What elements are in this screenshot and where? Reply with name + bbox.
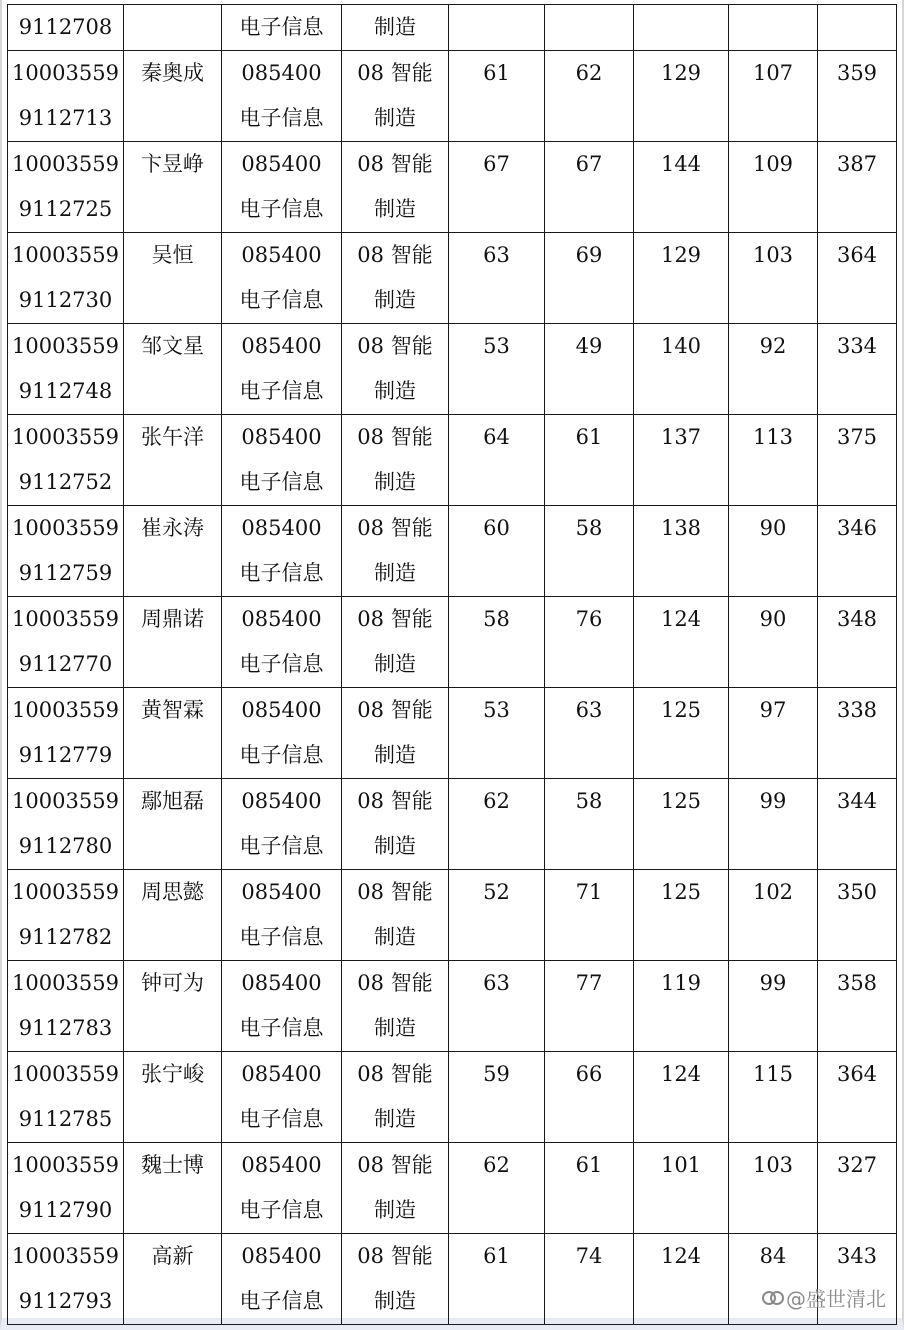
total-cell: 364 [818,233,897,324]
candidate-id-cell-line: 10003559 [12,152,119,176]
candidate-id-cell-line: 10003559 [12,880,119,904]
field-cell-line: 制造 [374,197,416,221]
score-cell: 67 [545,142,634,233]
score-cell: 129 [634,51,729,142]
major-cell-line: 电子信息 [239,197,324,221]
score-cell: 90 [729,506,818,597]
total-cell: 344 [818,779,897,870]
candidate-id-cell-line: 9112793 [18,1289,113,1313]
candidate-id-cell [8,1143,124,1234]
score-cell: 53 [449,324,545,415]
score-cell: 137 [634,415,729,506]
major-cell-line: 085400 [241,698,322,722]
major-cell-line: 085400 [241,1062,322,1086]
field-cell-line: 制造 [374,1289,416,1313]
candidate-id-cell-line: 10003559 [12,1153,119,1177]
name-cell: 张午洋 [124,415,222,506]
candidate-id-cell [8,142,124,233]
candidate-id-cell [8,233,124,324]
score-cell [729,5,818,51]
name-cell: 高新 [124,1234,222,1325]
field-cell-line: 08 智能 [357,152,433,176]
name-cell: 鄢旭磊 [124,779,222,870]
score-cell: 61 [449,1234,545,1325]
major-cell-line: 085400 [241,880,322,904]
field-cell [342,597,449,688]
field-cell [342,233,449,324]
major-cell-line: 电子信息 [239,743,324,767]
candidate-id-cell-line: 9112782 [18,925,113,949]
field-cell-line: 08 智能 [357,425,433,449]
candidate-id-cell-line: 10003559 [12,789,119,813]
candidate-id-cell-line: 9112783 [18,1016,113,1040]
watermark-text: @盛世清北 [786,1287,886,1311]
field-cell [342,870,449,961]
total-cell: 338 [818,688,897,779]
major-cell-line: 电子信息 [239,925,324,949]
field-cell-line: 08 智能 [357,61,433,85]
major-cell [222,961,342,1052]
candidate-id-cell-line: 10003559 [12,1244,119,1268]
field-cell-line: 制造 [374,288,416,312]
score-cell [545,5,634,51]
major-cell: 电子信息 [222,5,342,51]
major-cell-line: 电子信息 [239,561,324,585]
score-cell: 62 [545,51,634,142]
major-cell-line: 电子信息 [239,106,324,130]
candidate-id-cell-line: 10003559 [12,243,119,267]
score-cell: 67 [449,142,545,233]
major-cell-line: 085400 [241,243,322,267]
score-cell: 64 [449,415,545,506]
total-cell: 343 [818,1234,897,1325]
candidate-id-cell-line: 10003559 [12,516,119,540]
total-cell: 358 [818,961,897,1052]
total-cell: 359 [818,51,897,142]
candidate-id-cell-line: 10003559 [12,698,119,722]
table-row [8,779,897,870]
score-cell: 124 [634,597,729,688]
table-row [8,142,897,233]
total-cell [818,5,897,51]
table-row [8,597,897,688]
name-cell: 黄智霖 [124,688,222,779]
field-cell-line: 08 智能 [357,516,433,540]
candidate-id-cell [8,779,124,870]
score-cell: 58 [449,597,545,688]
score-cell: 74 [545,1234,634,1325]
total-cell: 364 [818,1052,897,1143]
score-cell: 101 [634,1143,729,1234]
major-cell-line: 085400 [241,1153,322,1177]
score-cell: 99 [729,961,818,1052]
weibo-eyes-icon [762,1291,782,1305]
score-cell: 90 [729,597,818,688]
candidate-id-cell [8,688,124,779]
field-cell-line: 制造 [374,925,416,949]
score-cell: 62 [449,779,545,870]
field-cell: 制造 [342,5,449,51]
score-cell: 119 [634,961,729,1052]
field-cell-line: 08 智能 [357,698,433,722]
major-cell-line: 085400 [241,1244,322,1268]
score-cell: 107 [729,51,818,142]
score-cell: 49 [545,324,634,415]
total-cell: 327 [818,1143,897,1234]
candidate-id-cell-line: 9112785 [18,1107,113,1131]
score-cell: 140 [634,324,729,415]
score-cell: 129 [634,233,729,324]
total-cell: 346 [818,506,897,597]
score-cell: 103 [729,233,818,324]
field-cell-line: 08 智能 [357,971,433,995]
score-cell: 138 [634,506,729,597]
score-cell: 58 [545,779,634,870]
score-cell: 97 [729,688,818,779]
score-cell: 77 [545,961,634,1052]
candidate-id-cell-line: 9112790 [18,1198,113,1222]
score-cell: 69 [545,233,634,324]
name-cell: 卞昱峥 [124,142,222,233]
field-cell [342,688,449,779]
major-cell-line: 085400 [241,607,322,631]
field-cell-line: 制造 [374,1198,416,1222]
major-cell-line: 电子信息 [239,470,324,494]
table-row [8,5,897,51]
candidate-id-cell-line: 9112748 [18,379,113,403]
field-cell-line: 制造 [374,561,416,585]
major-cell-line: 085400 [241,789,322,813]
score-cell: 103 [729,1143,818,1234]
field-cell [342,506,449,597]
major-cell-line: 085400 [241,516,322,540]
name-cell: 吴恒 [124,233,222,324]
candidate-id-cell [8,1234,124,1325]
field-cell-line: 制造 [374,379,416,403]
major-cell [222,1143,342,1234]
field-cell-line: 08 智能 [357,1153,433,1177]
candidate-id-cell-line: 10003559 [12,61,119,85]
major-cell-line: 电子信息 [239,288,324,312]
candidate-id-cell-line: 9112780 [18,834,113,858]
major-cell [222,779,342,870]
score-cell: 124 [634,1234,729,1325]
score-cell: 63 [449,961,545,1052]
major-cell-line: 085400 [241,425,322,449]
score-cell: 124 [634,1052,729,1143]
field-cell [342,51,449,142]
candidate-id-cell [8,506,124,597]
candidate-id-cell [8,1052,124,1143]
total-cell: 375 [818,415,897,506]
score-cell: 113 [729,415,818,506]
field-cell-line: 制造 [374,470,416,494]
score-cell: 109 [729,142,818,233]
major-cell-line: 085400 [241,152,322,176]
score-cell: 59 [449,1052,545,1143]
score-cell: 60 [449,506,545,597]
candidate-id-cell-line: 10003559 [12,971,119,995]
score-cell: 92 [729,324,818,415]
field-cell [342,1143,449,1234]
score-cell: 76 [545,597,634,688]
field-cell-line: 08 智能 [357,1062,433,1086]
candidate-id-cell-line: 10003559 [12,425,119,449]
score-cell [449,5,545,51]
score-cell: 84 [729,1234,818,1325]
score-cell: 58 [545,506,634,597]
score-cell: 125 [634,779,729,870]
field-cell-line: 08 智能 [357,1244,433,1268]
candidate-id-cell-line: 9112725 [18,197,113,221]
name-cell: 钟可为 [124,961,222,1052]
table-row [8,1052,897,1143]
score-cell: 125 [634,870,729,961]
total-cell: 334 [818,324,897,415]
candidate-id-cell-line: 9112770 [18,652,113,676]
field-cell-line: 制造 [374,743,416,767]
total-cell: 348 [818,597,897,688]
field-cell-line: 制造 [374,1107,416,1131]
candidate-id-cell: 9112708 [8,5,124,51]
candidate-id-cell-line: 9112730 [18,288,113,312]
field-cell-line: 制造 [374,106,416,130]
table-row [8,233,897,324]
watermark [762,1283,886,1312]
major-cell [222,506,342,597]
major-cell [222,142,342,233]
candidate-id-cell-line: 9112759 [18,561,113,585]
field-cell-line: 08 智能 [357,880,433,904]
field-cell-line: 08 智能 [357,789,433,813]
table-row [8,1143,897,1234]
field-cell [342,961,449,1052]
score-cell: 102 [729,870,818,961]
candidate-id-cell-line: 9112779 [18,743,113,767]
major-cell-line: 电子信息 [239,1016,324,1040]
score-cell: 99 [729,779,818,870]
major-cell [222,51,342,142]
table-row [8,870,897,961]
name-cell: 秦奥成 [124,51,222,142]
candidate-id-cell-line: 9112713 [18,106,113,130]
candidate-id-cell-line: 10003559 [12,607,119,631]
table-row [8,961,897,1052]
major-cell-line: 电子信息 [239,834,324,858]
score-cell: 71 [545,870,634,961]
name-cell [124,5,222,51]
score-cell: 63 [545,688,634,779]
field-cell [342,1234,449,1325]
candidate-id-cell-line: 10003559 [12,1062,119,1086]
field-cell [342,1052,449,1143]
major-cell-line: 085400 [241,61,322,85]
name-cell: 周思懿 [124,870,222,961]
field-cell-line: 08 智能 [357,334,433,358]
major-cell-line: 电子信息 [239,379,324,403]
total-cell: 350 [818,870,897,961]
name-cell: 邹文星 [124,324,222,415]
candidate-id-cell-line: 10003559 [12,334,119,358]
candidate-id-cell [8,961,124,1052]
total-cell: 387 [818,142,897,233]
field-cell-line: 08 智能 [357,243,433,267]
major-cell-line: 电子信息 [239,1198,324,1222]
field-cell-line: 08 智能 [357,607,433,631]
candidate-id-cell [8,597,124,688]
score-cell: 53 [449,688,545,779]
major-cell [222,1052,342,1143]
candidate-id-cell [8,51,124,142]
table-row [8,51,897,142]
major-cell-line: 电子信息 [239,1107,324,1131]
field-cell [342,415,449,506]
score-cell: 61 [545,1143,634,1234]
field-cell-line: 制造 [374,834,416,858]
major-cell [222,870,342,961]
major-cell-line: 电子信息 [239,1289,324,1313]
score-cell: 63 [449,233,545,324]
name-cell: 周鼎诺 [124,597,222,688]
score-cell: 61 [545,415,634,506]
candidate-id-cell [8,870,124,961]
score-cell: 125 [634,688,729,779]
score-cell: 115 [729,1052,818,1143]
major-cell [222,1234,342,1325]
candidate-id-cell [8,415,124,506]
score-cell: 66 [545,1052,634,1143]
table-row [8,415,897,506]
score-cell: 61 [449,51,545,142]
table-row [8,506,897,597]
field-cell [342,142,449,233]
major-cell-line: 085400 [241,334,322,358]
field-cell [342,324,449,415]
name-cell: 张宁峻 [124,1052,222,1143]
table-row [8,324,897,415]
major-cell [222,233,342,324]
table-row [8,688,897,779]
candidate-id-cell-line: 9112752 [18,470,113,494]
score-cell: 52 [449,870,545,961]
major-cell [222,688,342,779]
score-cell: 144 [634,142,729,233]
score-table [7,4,897,1325]
field-cell-line: 制造 [374,1016,416,1040]
score-cell [634,5,729,51]
major-cell [222,324,342,415]
name-cell: 魏士博 [124,1143,222,1234]
major-cell-line: 电子信息 [239,652,324,676]
name-cell: 崔永涛 [124,506,222,597]
major-cell [222,415,342,506]
field-cell-line: 制造 [374,652,416,676]
major-cell-line: 085400 [241,971,322,995]
major-cell [222,597,342,688]
field-cell [342,779,449,870]
score-cell: 62 [449,1143,545,1234]
candidate-id-cell [8,324,124,415]
